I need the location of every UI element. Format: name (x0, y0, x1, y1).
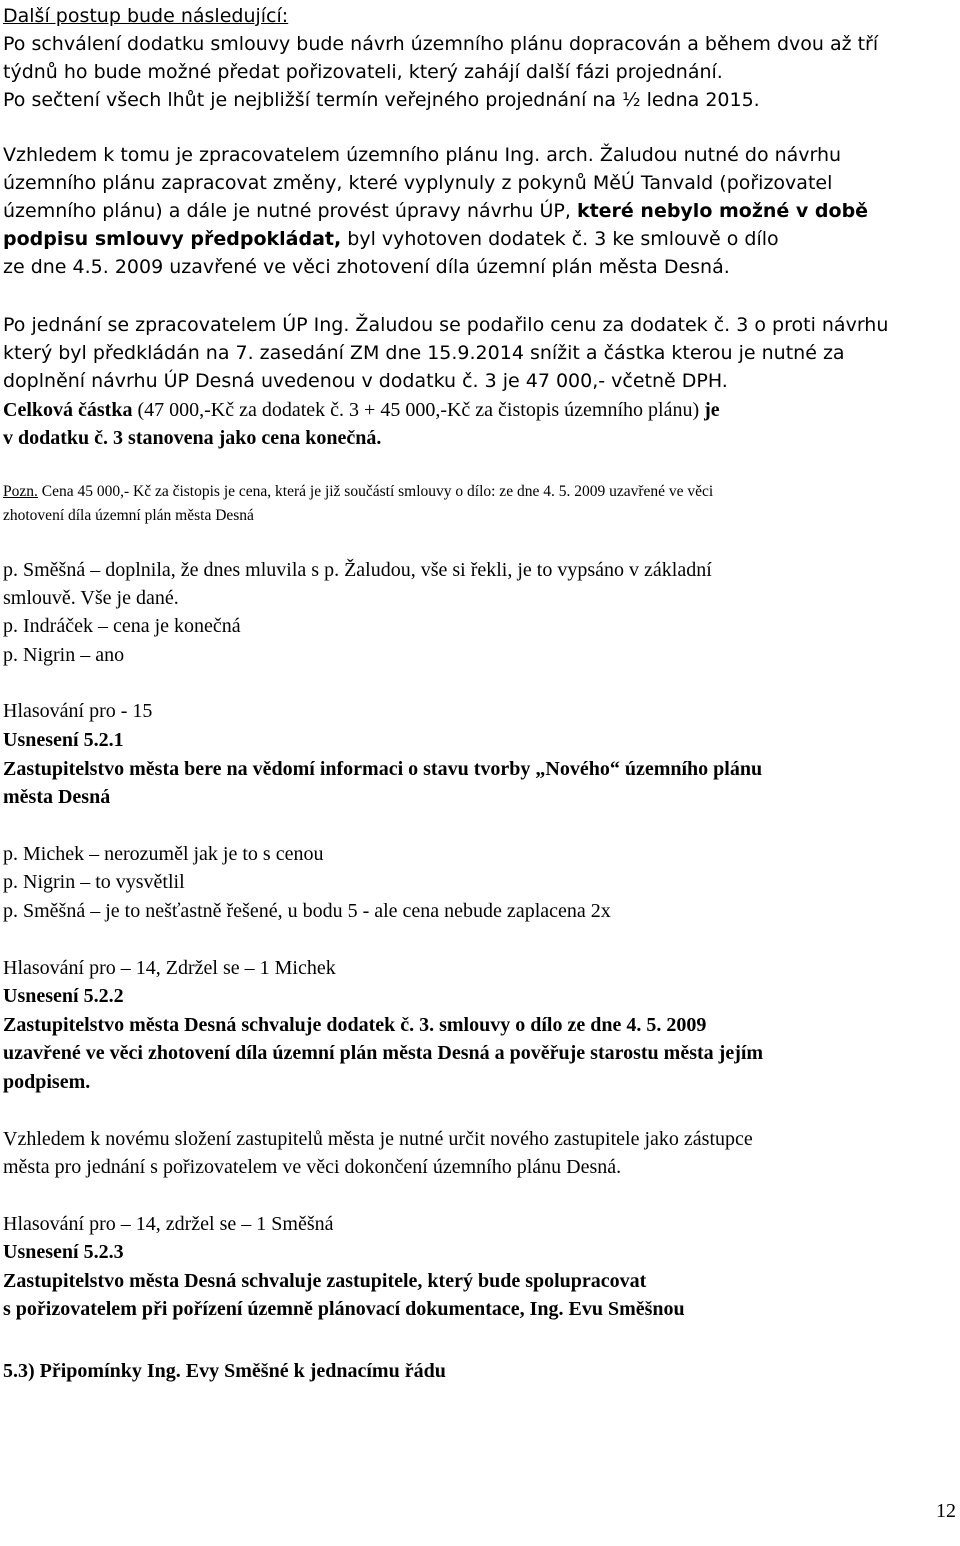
text-line: Po jednání se zpracovatelem ÚP Ing. Žaludou se podařilo cenu za dodatek č. 3 o proti návrhu (3, 314, 889, 336)
page-number: 12 (936, 1500, 956, 1522)
resolution-text (3, 1068, 90, 1097)
text-line: p. Směšná – doplnila, že dnes mluvila s p. Žaludou, vše si řekli, je to vypsáno v základní (3, 559, 712, 581)
resolution-number (3, 1238, 124, 1267)
text-line: doplnění návrhu ÚP Desná uvedenou v dodatku č. 3 je 47 000,- včetně DPH. (3, 370, 728, 392)
vote-result: Hlasování pro – 14, zdržel se – 1 Směšná (3, 1213, 334, 1235)
text-line: p. Indráček – cena je konečná (3, 615, 241, 637)
resolution-text (3, 1039, 763, 1068)
text-span: byl vyhotoven dodatek č. 3 ke smlouvě o dílo (341, 228, 779, 250)
note-line (3, 479, 713, 504)
text-line (3, 396, 720, 425)
text-line: který byl předkládán na 7. zasedání ZM dne 15.9.2014 snížit a částka kterou je nutné za (3, 342, 845, 364)
bold-text: je (704, 399, 720, 421)
bold-text: Usnesení 5.2.3 (3, 1241, 124, 1263)
resolution-text (3, 1267, 646, 1296)
bold-text: které nebylo možné v době (576, 200, 869, 222)
text-span: Cena 45 000,- Kč za čistopis je cena, která je již součástí smlouvy o dílo: ze dne 4. 5. 2009 uzavřené ve věci (37, 483, 714, 500)
resolution-text (3, 783, 110, 812)
vote-result: Hlasování pro - 15 (3, 700, 153, 722)
note-line: zhotovení díla územní plán města Desná (3, 507, 254, 524)
bold-text: 5.3) Připomínky Ing. Evy Směšné k jednacímu řádu (3, 1360, 446, 1382)
bold-text: uzavřené ve věci zhotovení díla územní plán města Desná a pověřuje starostu města jejím (3, 1042, 764, 1064)
bold-text: města Desná (3, 786, 111, 808)
vote-result: Hlasování pro – 14, Zdržel se – 1 Michek (3, 957, 336, 979)
bold-text: v dodatku č. 3 stanovena jako cena konečná. (3, 427, 382, 449)
resolution-text (3, 1295, 685, 1324)
bold-text: Usnesení 5.2.2 (3, 985, 124, 1007)
bold-text: s pořizovatelem při pořízení územně plánovací dokumentace, Ing. Evu Směšnou (3, 1298, 685, 1320)
text-line: územního plánu zapracovat změny, které vyplynuly z pokynů MěÚ Tanvald (pořizovatel (3, 172, 833, 194)
resolution-text (3, 755, 762, 784)
text-line (3, 197, 868, 226)
bold-text: podpisu smlouvy předpokládat, (3, 228, 342, 250)
text-span: územního plánu) a dále je nutné provést úpravy návrhu ÚP, (3, 200, 577, 222)
note-label: Pozn. (3, 483, 38, 500)
text-line: p. Nigrin – ano (3, 644, 125, 666)
bold-text: Zastupitelstvo města Desná schvaluje zastupitele, který bude spolupracovat (3, 1270, 647, 1292)
text-line (3, 225, 779, 254)
resolution-number (3, 726, 124, 755)
text-span: (47 000,-Kč za dodatek č. 3 + 45 000,-Kč za čistopis územního plánu) (132, 399, 705, 421)
text-line: týdnů ho bude možné předat pořizovateli, který zahájí další fázi projednání. (3, 61, 723, 83)
section-title (3, 1357, 446, 1386)
text-line (3, 424, 381, 453)
bold-text: Zastupitelstvo města bere na vědomí informaci o stavu tvorby „Nového“ územního plánu (3, 758, 763, 780)
bold-text: podpisem. (3, 1071, 91, 1093)
text-line: Vzhledem k tomu je zpracovatelem územního plánu Ing. arch. Žaludou nutné do návrhu (3, 144, 842, 166)
text-line: Vzhledem k novému složení zastupitelů města je nutné určit nového zastupitele jako zástupce (3, 1128, 753, 1150)
text-line: Po schválení dodatku smlouvy bude návrh územního plánu dopracován a během dvou až tří (3, 33, 879, 55)
section-heading: Další postup bude následující: (3, 5, 289, 27)
text-line: ze dne 4.5. 2009 uzavřené ve věci zhotovení díla územní plán města Desná. (3, 256, 730, 278)
text-line: smlouvě. Vše je dané. (3, 587, 179, 609)
text-line: p. Michek – nerozuměl jak je to s cenou (3, 843, 324, 865)
bold-text: Celková částka (3, 399, 133, 421)
text-line: města pro jednání s pořizovatelem ve věci dokončení územního plánu Desná. (3, 1156, 622, 1178)
text-line: p. Nigrin – to vysvětlil (3, 871, 185, 893)
bold-text: Usnesení 5.2.1 (3, 729, 124, 751)
resolution-text (3, 1011, 706, 1040)
resolution-number (3, 982, 124, 1011)
bold-text: Zastupitelstvo města Desná schvaluje dodatek č. 3. smlouvy o dílo ze dne 4. 5. 2009 (3, 1014, 707, 1036)
text-line: p. Směšná – je to nešťastně řešené, u bodu 5 - ale cena nebude zaplacena 2x (3, 900, 611, 922)
text-line: Po sečtení všech lhůt je nejbližší termín veřejného projednání na ½ ledna 2015. (3, 89, 760, 111)
